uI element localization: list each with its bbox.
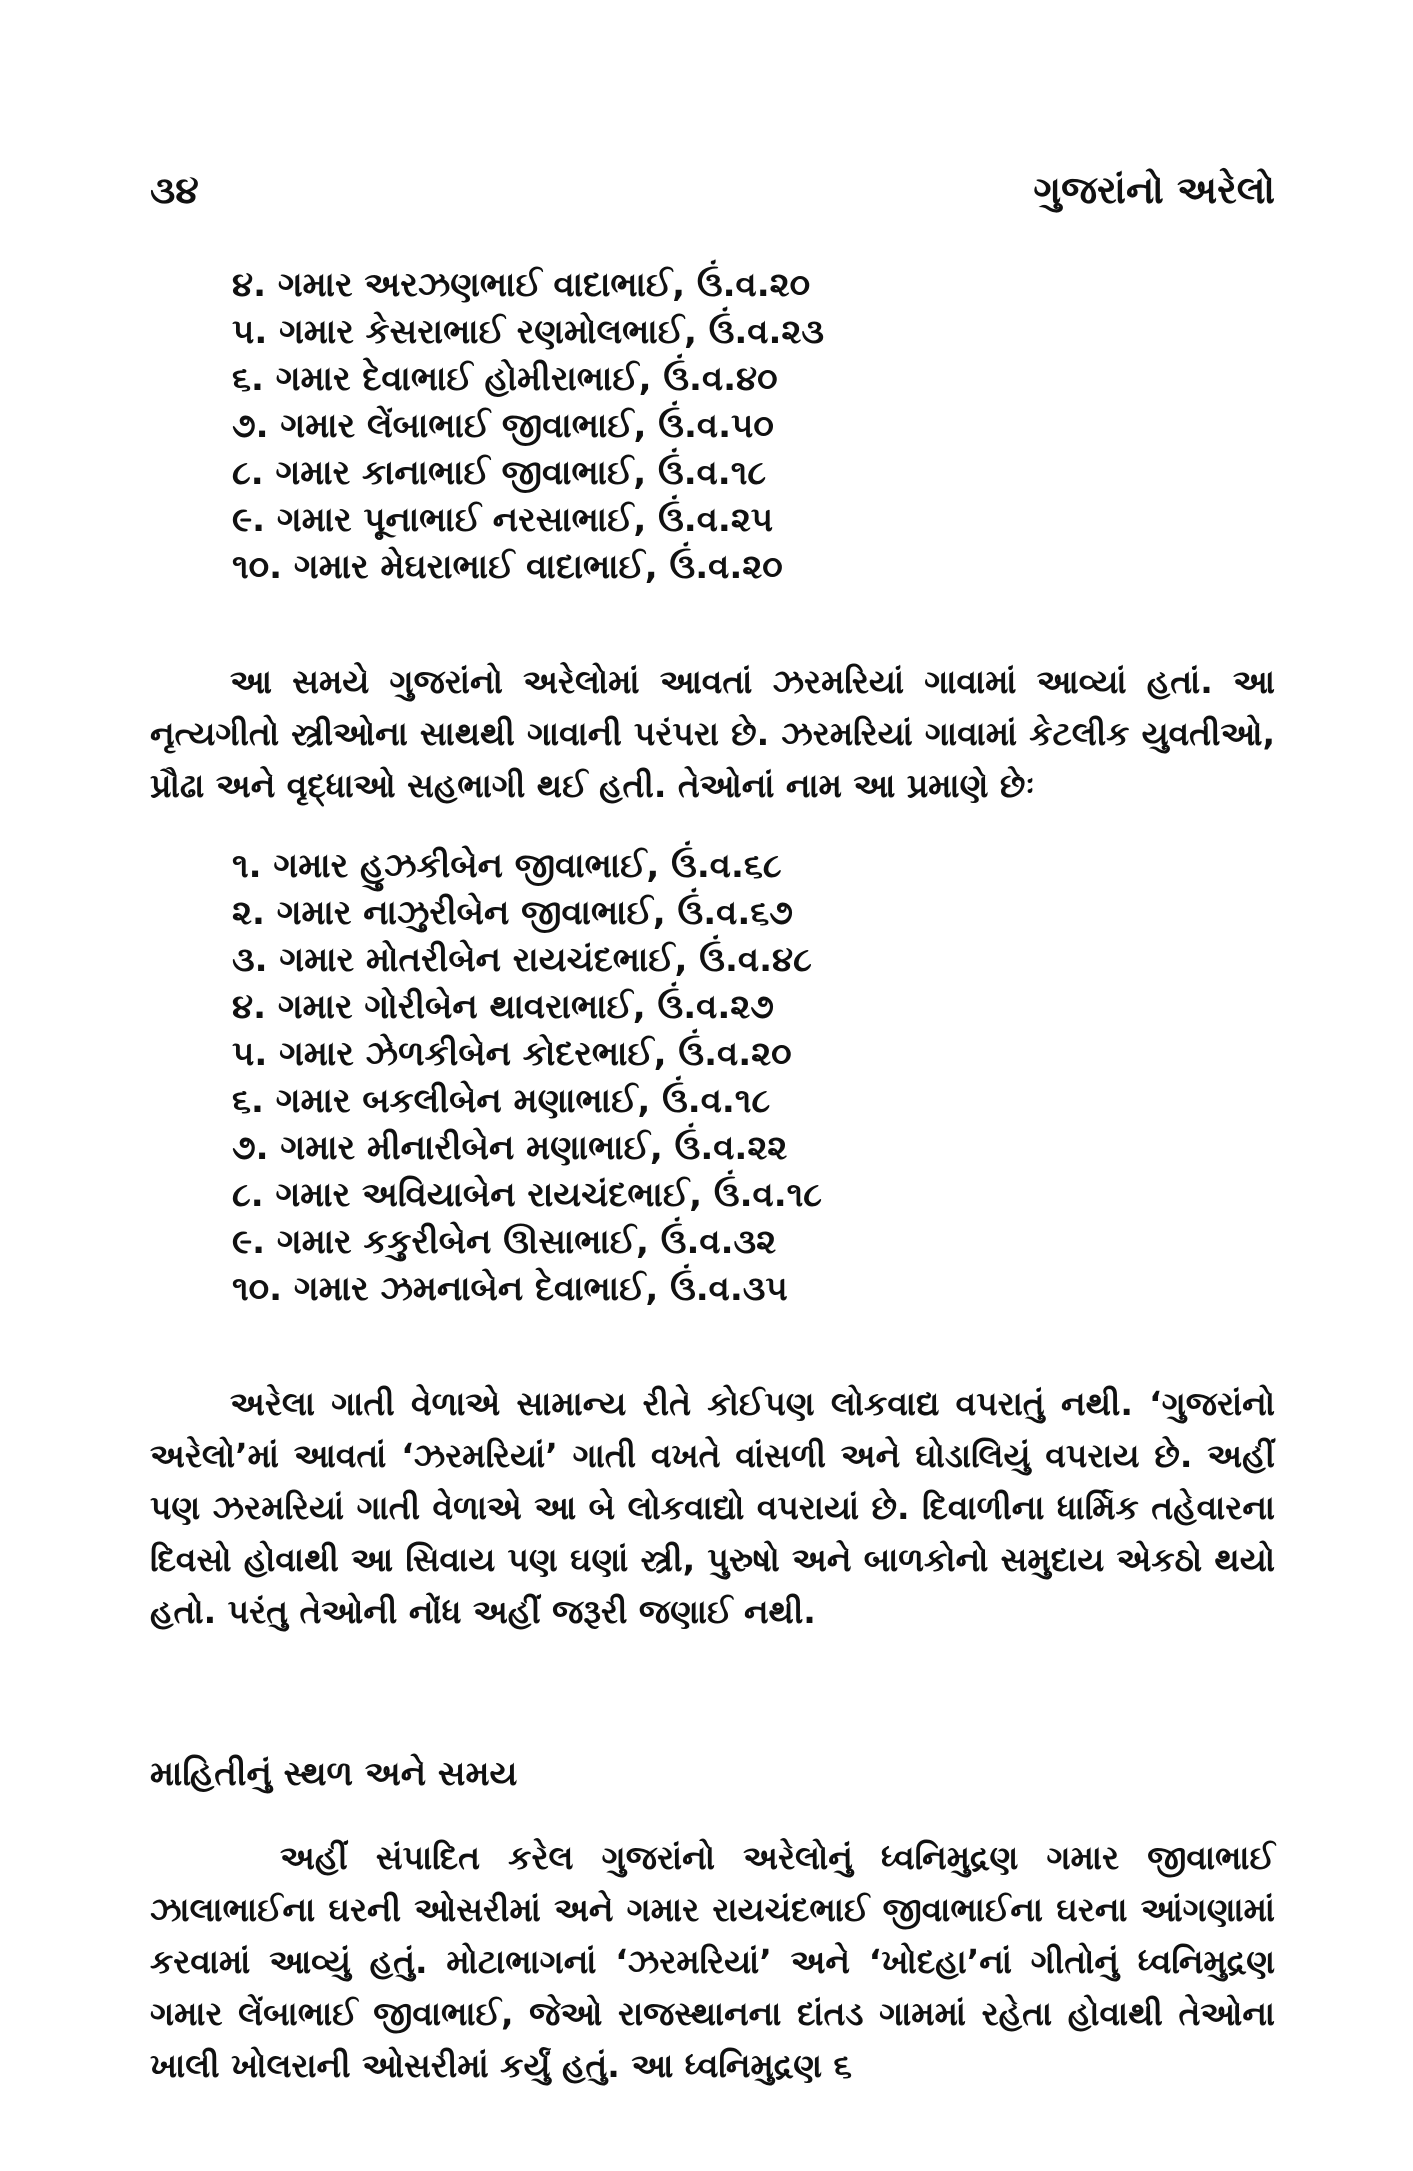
list-item: ૯. ગમાર પૂનાભાઈ નરસાભાઈ, ઉં.વ.૨૫ <box>232 500 774 540</box>
list-item: ૩. ગમાર મોતરીબેન રાયચંદભાઈ, ઉં.વ.૪૮ <box>232 940 812 980</box>
performers-list-women <box>232 843 822 1313</box>
list-item: ૧૦. ગમાર મેઘરાભાઈ વાદાભાઈ, ઉં.વ.૨૦ <box>232 547 783 587</box>
list-item: ૯. ગમાર કકુરીબેન ઊસાભાઈ, ઉં.વ.૩૨ <box>232 1222 777 1262</box>
page-header <box>150 168 1275 213</box>
page-number: ૩૪ <box>150 168 199 212</box>
running-title: ગુજરાંનો અરેલો <box>1033 168 1275 212</box>
list-item: ૧૦. ગમાર ઝમનાબેન દેવાભાઈ, ઉં.વ.૩૫ <box>232 1269 788 1309</box>
list-item: ૭. ગમાર મીનારીબેન મણાભાઈ, ઉં.વ.૨૨ <box>232 1128 788 1168</box>
list-item: ૫. ગમાર કેસરાભાઈ રણમોલભાઈ, ઉં.વ.૨૩ <box>232 312 825 352</box>
performers-list-men <box>232 262 824 591</box>
list-item: ૮. ગમાર કાનાભાઈ જીવાભાઈ, ઉં.વ.૧૮ <box>232 453 767 493</box>
list-item: ૭. ગમાર લેંબાભાઈ જીવાભાઈ, ઉં.વ.૫૦ <box>232 406 774 446</box>
list-item: ૧. ગમાર હુઝકીબેન જીવાભાઈ, ઉં.વ.૬૮ <box>232 846 782 886</box>
body-paragraph: આ સમયે ગુજરાંનો અરેલોમાં આવતાં ઝરમરિયાં ગાવામાં આવ્યાં હતાં. આ નૃત્યગીતો સ્ત્રીઓના સાથથી ગાવાની પરંપરા છે. ઝરમરિયાં ગાવામાં કેટલીક યુવતીઓ, પ્રૌઢા અને વૃદ્ધાઓ સહભાગી થઈ હતી. તેઓનાં નામ આ પ્રમાણે છેઃ <box>150 662 1275 805</box>
list-item: ૨. ગમાર નાઝુરીબેન જીવાભાઈ, ઉં.વ.૬૭ <box>232 893 793 933</box>
section-heading: માહિતીનું સ્થળ અને સમય <box>150 1754 518 1794</box>
body-paragraph: અહીં સંપાદિત કરેલ ગુજરાંનો અરેલોનું ધ્વનિમુદ્રણ ગમાર જીવાભાઈ ઝાલાભાઈના ઘરની ઓસરીમાં અને ગમાર રાયચંદભાઈ જીવાભાઈના ઘરના આંગણામાં કરવામાં આવ્યું હતું. મોટાભાગનાં ‘ઝરમરિયાં’ અને ‘ખોદહા’નાં ગીતોનું ધ્વનિમુદ્રણ ગમાર લેંબાભાઈ જીવાભાઈ, જેઓ રાજસ્થાનના દાંતડ ગામમાં રહેતા હોવાથી તેઓના ખાલી ખોલરાની ઓસરીમાં કર્યું હતું. આ ધ્વનિમુદ્રણ ૬ <box>150 1838 1275 2085</box>
list-item: ૪. ગમાર ગોરીબેન થાવરાભાઈ, ઉં.વ.૨૭ <box>232 987 774 1027</box>
list-item: ૬. ગમાર બકલીબેન મણાભાઈ, ઉં.વ.૧૮ <box>232 1081 771 1121</box>
list-item: ૫. ગમાર ઝેળકીબેન કોદરભાઈ, ઉં.વ.૨૦ <box>232 1034 792 1074</box>
body-paragraph: અરેલા ગાતી વેળાએ સામાન્ય રીતે કોઈપણ લોકવાદ્ય વપરાતું નથી. ‘ગુજરાંનો અરેલો’માં આવતાં ‘ઝરમરિયાં’ ગાતી વખતે વાંસળી અને ઘોડાલિયું વપરાય છે. અહીં પણ ઝરમરિયાં ગાતી વેળાએ આ બે લોકવાદ્યો વપરાયાં છે. દિવાળીના ધાર્મિક તહેવારના દિવસો હોવાથી આ સિવાય પણ ઘણાં સ્ત્રી, પુરુષો અને બાળકોનો સમુદાય એકઠો થયો હતો. પરંતુ તેઓની નોંધ અહીં જરૂરી જણાઈ નથી. <box>150 1384 1275 1631</box>
list-item: ૮. ગમાર અવિયાબેન રાયચંદભાઈ, ઉં.વ.૧૮ <box>232 1175 822 1215</box>
list-item: ૪. ગમાર અરઝણભાઈ વાદાભાઈ, ઉં.વ.૨૦ <box>232 265 811 305</box>
list-item: ૬. ગમાર દેવાભાઈ હોમીરાભાઈ, ઉં.વ.૪૦ <box>232 359 778 399</box>
